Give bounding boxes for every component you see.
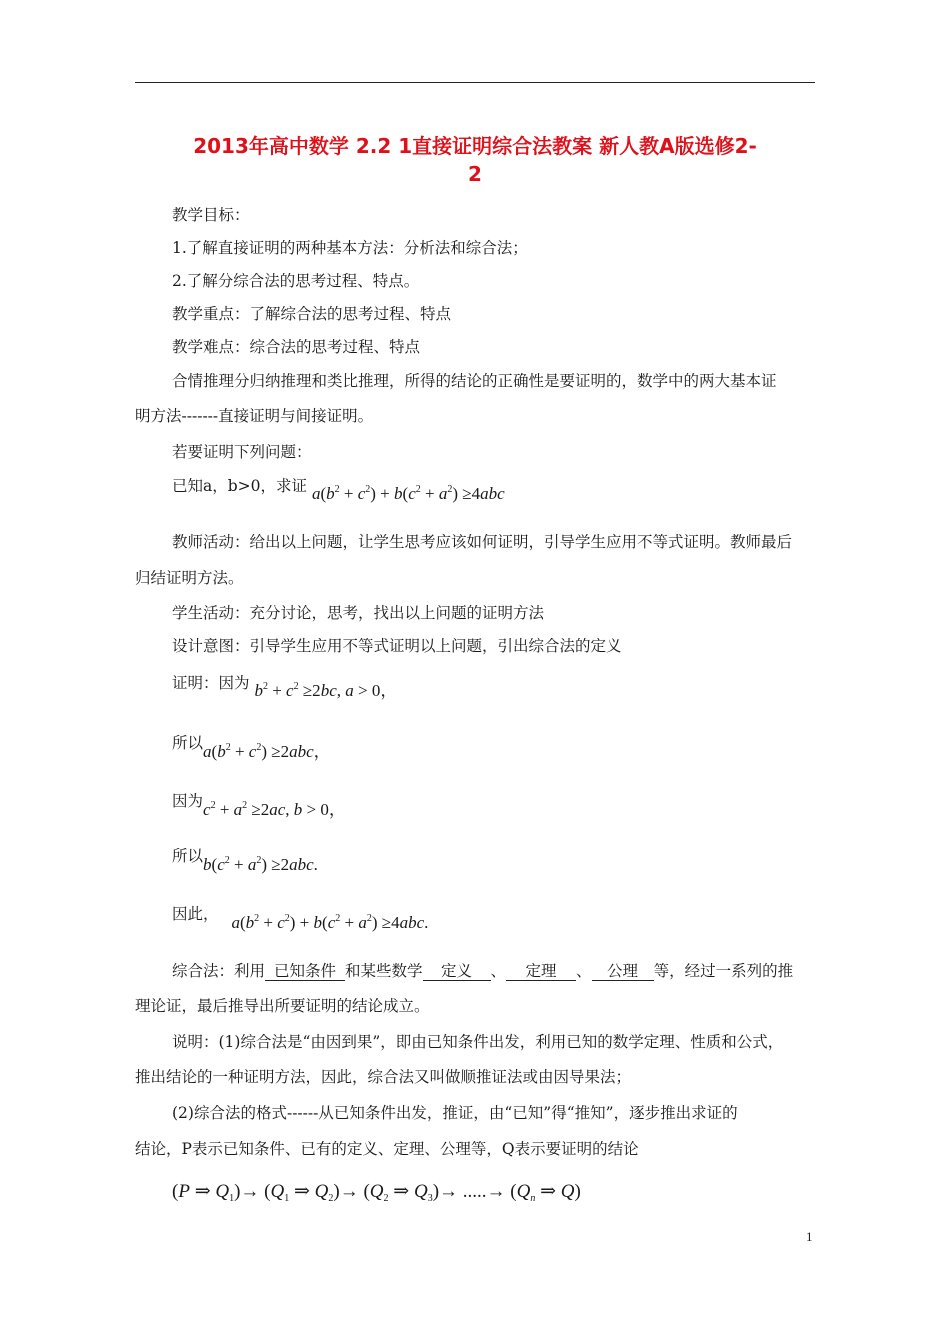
proof-label: 证明：因为 xyxy=(172,674,250,692)
difficulty: 教学难点：综合法的思考过程、特点 xyxy=(172,338,421,356)
goal-1: 1.了解直接证明的两种基本方法：分析法和综合法； xyxy=(172,239,528,257)
intro-line-1: 合情推理分归纳推理和类比推理，所得的结论的正确性是要证明的，数学中的两大基本证 xyxy=(172,372,777,390)
problem-prefix: 已知a，b>0，求证 xyxy=(172,477,308,495)
chain-formula: (P ⇒ $Q_1)\to (Q_1$ ⇒ $Q_2)\to (Q_2$ ⇒ $Q_3)\to$ .....→ ($Q_n$ ⇒ Q) xyxy=(172,1181,581,1204)
header-rule xyxy=(135,82,815,83)
blank-known-conditions: 已知条件 xyxy=(265,962,345,981)
key-point: 教学重点：了解综合法的思考过程、特点 xyxy=(172,305,452,323)
therefore-label: 因此， xyxy=(172,905,219,923)
document-title-line2: 2 xyxy=(468,162,482,186)
goal-2: 2.了解分综合法的思考过程、特点。 xyxy=(172,272,420,290)
blank-axiom: 公理 xyxy=(592,962,654,981)
problem-statement xyxy=(172,474,505,503)
blank-definition: 定义 xyxy=(423,962,491,981)
blank-theorem: 定理 xyxy=(506,962,576,981)
synthesis-suffix: 等，经过一系列的推 xyxy=(653,962,794,980)
teacher-activity-line-1: 教师活动：给出以上问题，让学生思考应该如何证明，引导学生应用不等式证明。教师最后 xyxy=(172,533,793,551)
synthesis-mid: 和某些数学 xyxy=(345,962,423,980)
goals-heading: 教学目标： xyxy=(172,206,250,224)
proof-step-2 xyxy=(172,728,331,761)
student-activity: 学生活动：充分讨论，思考，找出以上问题的证明方法 xyxy=(172,604,545,622)
document-title-line1: 2013年高中数学 2.2 1直接证明综合法教案 新人教A版选修2- xyxy=(193,134,757,158)
note-2-line-2: 结论，P表示已知条件、已有的定义、定理、公理等，Q表示要证明的结论 xyxy=(135,1140,639,1158)
note-1-line-2: 推出结论的一种证明方法，因此，综合法又叫做顺推证法或由因导果法； xyxy=(135,1068,632,1086)
proof-formula-4: $b(c^2 + a^2) \ge 2abc$. xyxy=(203,855,318,874)
proof-step-3 xyxy=(172,786,346,819)
question-intro: 若要证明下列问题： xyxy=(172,443,312,461)
page-number: 1 xyxy=(806,1229,813,1244)
proof-formula-2: $a(b^2 + c^2) \ge 2abc$， xyxy=(203,742,331,761)
problem-formula: $a(b^2 + c^2) + b(c^2 + a^2) \ge 4abc$ xyxy=(311,484,505,503)
teacher-activity-line-2: 归结证明方法。 xyxy=(135,569,244,587)
note-1-line-1: 说明：(1)综合法是“由因到果”，即由已知条件出发，利用已知的数学定理、性质和公式， xyxy=(172,1033,784,1051)
intro-line-2: 明方法-------直接证明与间接证明。 xyxy=(135,407,374,425)
synthesis-definition-line-2: 理论证，最后推导出所要证明的结论成立。 xyxy=(135,997,430,1015)
so-label-1: 所以 xyxy=(172,734,204,752)
synthesis-definition-line-1: 综合法：利用 已知条件 和某些数学 定义 、 定理 、 公理 等，经过一系列的推 xyxy=(172,962,794,980)
proof-step-5 xyxy=(172,902,429,932)
so-label-2: 所以 xyxy=(172,847,204,865)
because-label: 因为 xyxy=(172,792,204,810)
note-2-line-1: (2)综合法的格式------从已知条件出发，推证，由“已知”得“推知”，逐步推出求证的 xyxy=(172,1104,738,1122)
proof-step-4 xyxy=(172,844,318,874)
proof-formula-3: $c^2 + a^2 \ge 2ac$, b > 0， xyxy=(203,800,346,819)
design-intent: 设计意图：引导学生应用不等式证明以上问题，引出综合法的定义 xyxy=(172,637,622,655)
proof-formula-5: $a(b^2 + c^2) + b(c^2 + a^2) \ge 4abc$. xyxy=(231,913,429,932)
proof-step-1 xyxy=(172,668,398,700)
proof-formula-1: $b^2 + c^2 \ge 2bc$, a > 0， xyxy=(254,681,398,700)
synthesis-prefix: 综合法：利用 xyxy=(172,962,266,980)
